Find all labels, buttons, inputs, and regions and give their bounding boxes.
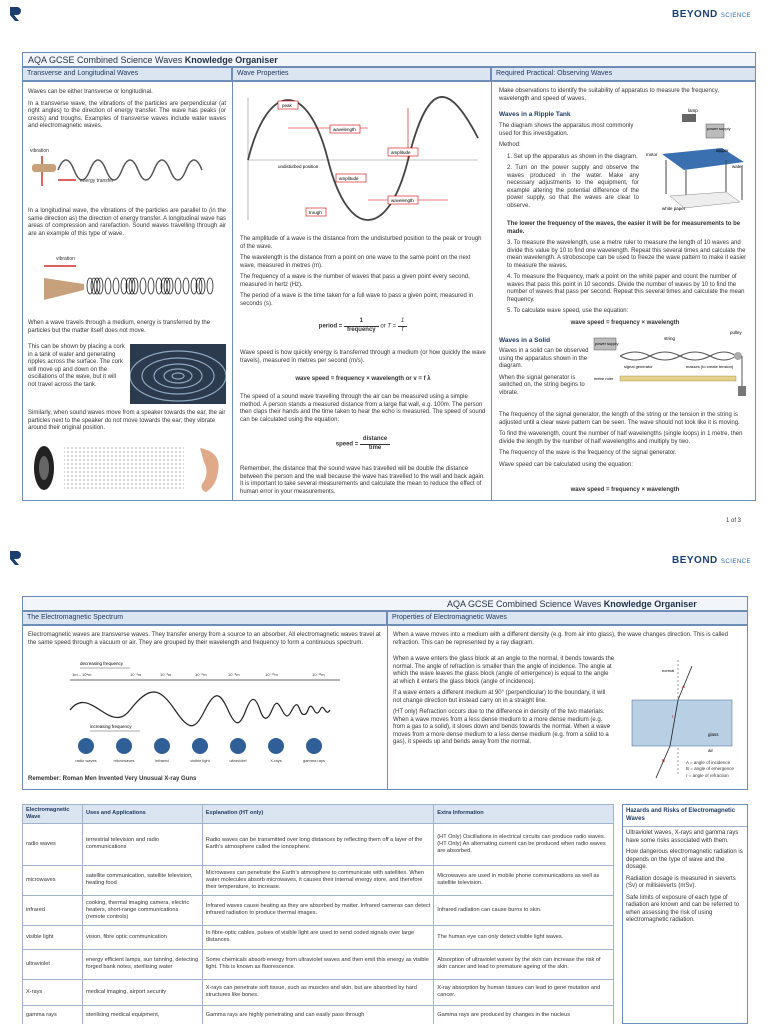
refraction-key: A = angle of incidence B = angle of emergence r = angle of refraction — [686, 760, 734, 778]
col2-remember: Remember, the distance that the sound wave has travelled will be double the distance between the person and the wall because the wave has travelled to the wall and back again. It is important to take several measurements and calculate the mean to reduce the effect of human error in your measurements. — [240, 466, 485, 495]
svg-text:radio waves: radio waves — [75, 758, 97, 763]
table-row: gamma rays sterilising medical equipment, Gamma rays are highly penetrating and can easily pass through Gamma rays are produced by changes in the nucleus — [23, 1005, 614, 1024]
ripple-tank-text: The diagram shows the apparatus most commonly used for this investigation. Method: 1. Set up the apparatus as shown in the diagram. 2. Turn on the power supply and observe the waves produced in the water. Make any necessary adjustments to the equipment, for example altering the potential difference of the power supply, so that the waves are clear to observe. — [499, 123, 639, 209]
col1-text: Waves can be either transverse or longitudinal. In a transverse wave, the vibrations of the particles are perpendicular (at right angles) to the direction of energy transfer. The wave has peaks (or crests) and troughs. Examples of transverse waves include water waves and electromagnetic waves. — [28, 89, 226, 129]
spectrum-intro: Electromagnetic waves are transverse waves. They transfer energy from a source to an absorber. All electromagnetic waves travel at the same speed through a vacuum or air. They are grouped by their wavelength and frequency to form a continuous spectrum. — [28, 632, 381, 646]
svg-text:wavelength: wavelength — [333, 127, 356, 132]
svg-text:1m – 10⁴m: 1m – 10⁴m — [72, 672, 92, 677]
solid-steps: The frequency of the signal generator, the length of the string or the tension in the string is adjusted until a clear wave pattern can be seen. The wave should not look like it is moving. To find the wavelength, count the number of half wavelengths (single loops) in 1 metre, then divide the length by the number of half wavelengths and multiply by two. The frequency of the wave is the frequency of the signal generator. Wave speed can be calculated using the equation: — [499, 412, 743, 468]
svg-text:r: r — [672, 714, 674, 719]
table-row: ultraviolet energy efficient lamps, sun tanning, detecting forged bank notes, sterilising water Some chemicals absorb energy from ultraviolet waves and then emit this energy as visible light. This is known as fluorescence. Absorption of ultraviolet waves by the skin can increase the risk of skin cancer and lead to premature ageing of the skin. — [23, 949, 614, 979]
svg-text:string: string — [664, 336, 676, 341]
svg-text:decreasing frequency: decreasing frequency — [80, 661, 124, 666]
col2-wavespeed: Wave speed is how quickly energy is transferred through a medium (or how quickly the wave travels), measured in metres per second (m/s). — [240, 350, 486, 364]
brand-name-2: BEYOND SCIENCE — [672, 555, 752, 566]
svg-text:10⁻³m: 10⁻³m — [160, 672, 172, 677]
column-head-practical: Required Practical: Observing Waves — [491, 67, 756, 81]
svg-text:infrared: infrared — [155, 758, 169, 763]
speed-equation: speed = distance time — [240, 436, 486, 452]
svg-text:power supply: power supply — [707, 126, 731, 131]
svg-text:pulley: pulley — [730, 330, 742, 335]
svg-text:trough: trough — [309, 210, 322, 215]
page-number: 1 of 3 — [726, 518, 742, 524]
hazards-box: Hazards and Risks of Electromagnetic Waves Ultraviolet waves, X-rays and gamma rays have some risks associated with them. How dangerous electromagnetic radiation is depends on the type of wave and the dosage. Radiation dosage is measured in sieverts (Sv) or millisieverts (mSv). Safe limits of exposure of each type of radiation are known and can be referred to when assessing the risk of using electromagnetic radiation. — [622, 804, 748, 1024]
brand-logo-2 — [9, 550, 23, 570]
ripple-image — [130, 344, 226, 404]
svg-text:undisturbed position: undisturbed position — [278, 164, 319, 169]
col1-longitudinal: In a longitudinal wave, the vibrations of the particles are parallel to (in the same direction as) the direction of energy transfer. A longitudinal wave has areas of compression and rarefaction. Sound waves travelling through air are an example of this type of wave. — [28, 208, 226, 237]
brand-name: BEYOND SCIENCE — [672, 9, 752, 20]
svg-text:A: A — [682, 684, 686, 689]
svg-text:X-rays: X-rays — [270, 758, 282, 763]
ripple-equation: wave speed = frequency × wavelength — [570, 320, 680, 326]
ripple-tank-steps: 3. To measure the wavelength, use a metre ruler to measure the length of 10 waves and divide this value by 10 to find one wavelength. Repeat this several times and calculate the mean wavelength. A stroboscope can be used to freeze the wave pattern to make it easier to measure the waves. 4. To measure the frequency, mark a point on the white paper and count the number of waves that pass this point in 10 seconds. Divide the number of waves by 10 to find the number of waves that pass per second. Repeat this several times and calculate the mean frequency. 5. To calculate wave speed, use the equation: — [507, 240, 747, 314]
svg-text:10⁻⁶m: 10⁻⁶m — [195, 672, 207, 677]
refraction-intro: When a wave moves into a medium with a different density (e.g. from air into glass), the wave changes direction. This is called refraction. This can be represented by a ray diagram. — [393, 632, 728, 646]
brand-logo — [9, 6, 23, 26]
col2-definitions: The amplitude of a wave is the distance from the undisturbed position to the peak or trough of the wave. The wavelength is the distance from a point on one wave to the same point on the next wave, measured in metres (m). The frequency of a wave is the number of waves that pass a given point every second, measured in hertz (Hz). The period of a wave is the time taken for a full wave to pass a given point, measured in seconds (s). — [240, 236, 482, 307]
col3-intro: Make observations to identify the suitability of apparatus to measure the frequency, wavelength and speed of waves. — [499, 88, 720, 102]
col1-cork: This can be shown by placing a cork in a tank of water and generating ripples across the surface. The cork will move up and down on the oscillations of the wave, but it will not travel across the tank. — [28, 344, 125, 388]
svg-text:10⁻¹²m: 10⁻¹²m — [312, 672, 325, 677]
speaker-ear-diagram — [30, 438, 226, 496]
col1-sound: Similarly, when sound waves move from a speaker towards the ear, the air particles next to the speaker do not move towards the ear; they vibrate around their original position. — [28, 410, 226, 431]
longitudinal-wave-diagram — [30, 254, 226, 306]
svg-text:ultraviolet: ultraviolet — [229, 758, 247, 763]
svg-text:air: air — [708, 748, 714, 753]
solid-equation: wave speed = frequency × wavelength — [570, 487, 680, 493]
wave-speed-equation: wave speed = frequency × wavelength or v = f λ — [295, 376, 431, 382]
column-head-transverse: Transverse and Longitudinal Waves — [22, 67, 232, 81]
page-title: AQA GCSE Combined Science Waves Knowledge Organiser — [22, 52, 756, 67]
svg-text:B: B — [662, 758, 666, 763]
solid-heading: Waves in a Solid — [499, 337, 551, 344]
svg-text:glass: glass — [708, 732, 719, 737]
svg-text:10⁻¹⁰m: 10⁻¹⁰m — [265, 672, 278, 677]
ripple-tank-note: The lower the frequency of the waves, the easier it will be for measurements to be made. — [507, 221, 741, 235]
svg-text:vibration: vibration — [56, 256, 75, 262]
svg-text:metre ruler: metre ruler — [594, 376, 614, 381]
svg-text:dipper: dipper — [716, 148, 729, 153]
solid-text: Waves in a solid can be observed using the apparatus shown in the diagram. When the signal generator is switched on, the string begins to vibrate. — [499, 348, 589, 396]
table-row: infrared cooking, thermal imaging camera, electric heaters, short-range communications (remote controls) Infrared waves cause heating as they are absorbed by matter. Infrared cameras can detect infrared radiation to produce thermal images. Infrared radiation can cause burns to skin. — [23, 895, 614, 925]
svg-text:vibration: vibration — [30, 148, 49, 154]
svg-text:gamma rays: gamma rays — [302, 758, 326, 763]
svg-text:white paper: white paper — [662, 206, 686, 211]
col2-sound-speed: The speed of a sound wave travelling through the air can be measured using a simple method. A person stands a measured distance from a large flat wall, e.g. 100m. The person then claps their hands and the time taken to hear the echo is measured. The speed of sound can be calculated using the equation: — [240, 394, 486, 423]
properties-em-head: Properties of Electromagnetic Waves — [387, 611, 748, 625]
string-diagram — [590, 328, 750, 404]
transverse-wave-diagram — [28, 142, 228, 192]
column-head-properties: Wave Properties — [232, 67, 491, 81]
spectrum-head: The Electromagnetic Spectrum — [22, 611, 387, 625]
table-row: X-rays medical imaging, airport security X-rays can penetrate soft tissue, such as muscles and skin, but are absorbed by hard structures like bones. X-ray absorption by human tissues can lead to gene mutation and cancer. — [23, 979, 614, 1005]
svg-text:microwaves: microwaves — [113, 758, 135, 763]
em-table: Electromagnetic Wave Uses and Applications Explanation (HT only) Extra Information radio waves terrestrial television and radio communications Radio waves can be transmitted over long distances by reflecting them off a layer of the Earth’s atmosphere called the ionosphere. (HT Only) Oscillations in electrical circuits can produce radio waves. (HT Only) An alternating current can be produced when radio waves are absorbed. microwaves satellite communication, satellite television, heating food Microwaves can penetrate the Earth’s atmosphere to communicate with satellites. When water molecules absorb microwaves, it causes their internal energy store, and therefore their temperature, to increase. Microwaves are used in mobile phone communications as well as satellite television. infrared cooking, thermal imaging camera, electric heaters, short-range communications (remote controls) Infrared waves cause heating as they are absorbed by matter. Infrared cameras can detect infrared radiation to produce thermal images. Infrared radiation can cause burns to skin. visible light vision, fibre optic communication In fibre-optic cables, pulses of visible light are used to send coded signals over large distances. The human eye can only detect visible light waves. ultraviolet energy efficient lamps, sun tanning, detecting forged bank notes, sterilising water Some chemicals absorb energy from ultraviolet waves and then emit this energy as visible light. This is known as fluorescence. Absorption of ultraviolet waves by the skin can increase the risk of skin cancer and lead to premature ageing of the skin. X-rays medical imaging, airport security X-rays can penetrate soft tissue, such as muscles and skin, but are absorbed by hard structures like bones. X-ray absorption by human tissues can lead to gene mutation and cancer. gamma rays sterilising medical equipment, Gamma rays are highly penetrating and can easily pass through Gamma rays are produced by changes in the nucleus — [22, 804, 614, 1024]
svg-text:10⁻⁸m: 10⁻⁸m — [228, 672, 240, 677]
col1-medium: When a wave travels through a medium, energy is transferred by the particles but the matter itself does not move. — [28, 320, 211, 334]
svg-text:water: water — [732, 164, 744, 169]
svg-text:increasing frequency: increasing frequency — [90, 724, 132, 729]
spectrum-mnemonic: Remember: Roman Men Invented Very Unusual X-ray Guns — [28, 776, 197, 782]
svg-text:10⁻¹m: 10⁻¹m — [130, 672, 142, 677]
svg-text:motor: motor — [646, 152, 658, 157]
svg-text:amplitude: amplitude — [339, 176, 359, 181]
refraction-text: When a wave enters the glass block at an angle to the normal, it bends towards the normal. The angle of refraction is smaller than the angle of incidence. The angle at which the wave leaves the glass block (angle of emergence) is equal to the angle at which it enters the glass block (angle of incidence). If a wave enters a different medium at 90° (perpendicular) to the boundary, it will not change direction but instead carry on in a straight line. (HT only) Refraction occurs due to the difference in density of the two materials. When a wave moves from a less dense medium to a more dense medium (e.g. from a gas to a solid), it slows down and bends towards the normal. When a wave moves from a more dense medium to a less dense medium (e.g. from a solid to a gas), it speeds up and bends away from the normal. — [393, 656, 615, 745]
svg-text:amplitude: amplitude — [391, 150, 411, 155]
svg-text:power supply: power supply — [595, 341, 619, 346]
table-row: radio waves terrestrial television and radio communications Radio waves can be transmitted over long distances by reflecting them off a layer of the Earth’s atmosphere called the ionosphere. (HT Only) Oscillations in electrical circuits can produce radio waves. (HT Only) An alternating current can be produced when radio waves are absorbed. — [23, 823, 614, 865]
page2-title: AQA GCSE Combined Science Waves Knowledge Organiser — [22, 596, 748, 611]
svg-text:masses (to create tension): masses (to create tension) — [686, 364, 734, 369]
svg-text:visible light: visible light — [190, 758, 210, 763]
svg-text:wavelength: wavelength — [391, 198, 414, 203]
ripple-tank-diagram — [646, 104, 751, 216]
em-spectrum-diagram — [60, 658, 360, 768]
ripple-tank-heading: Waves in a Ripple Tank — [499, 111, 571, 118]
table-row: visible light vision, fibre optic communication In fibre-optic cables, pulses of visible light are used to send coded signals over large distances. The human eye can only detect visible light waves. — [23, 925, 614, 949]
table-row: microwaves satellite communication, satellite television, heating food Microwaves can penetrate the Earth’s atmosphere to communicate with satellites. When water molecules absorb microwaves, it causes their internal energy store, and therefore their temperature, to increase. Microwaves are used in mobile phone communications as well as satellite television. — [23, 865, 614, 895]
svg-text:normal: normal — [662, 668, 675, 673]
svg-text:energy transfer: energy transfer — [80, 178, 114, 184]
svg-text:peak: peak — [282, 103, 292, 108]
svg-text:signal generator: signal generator — [624, 364, 653, 369]
wave-properties-diagram — [238, 88, 488, 228]
svg-text:lamp: lamp — [688, 108, 698, 113]
period-equation: period = 1 frequency or T = $\frac{1}{f}$ — [240, 318, 486, 334]
